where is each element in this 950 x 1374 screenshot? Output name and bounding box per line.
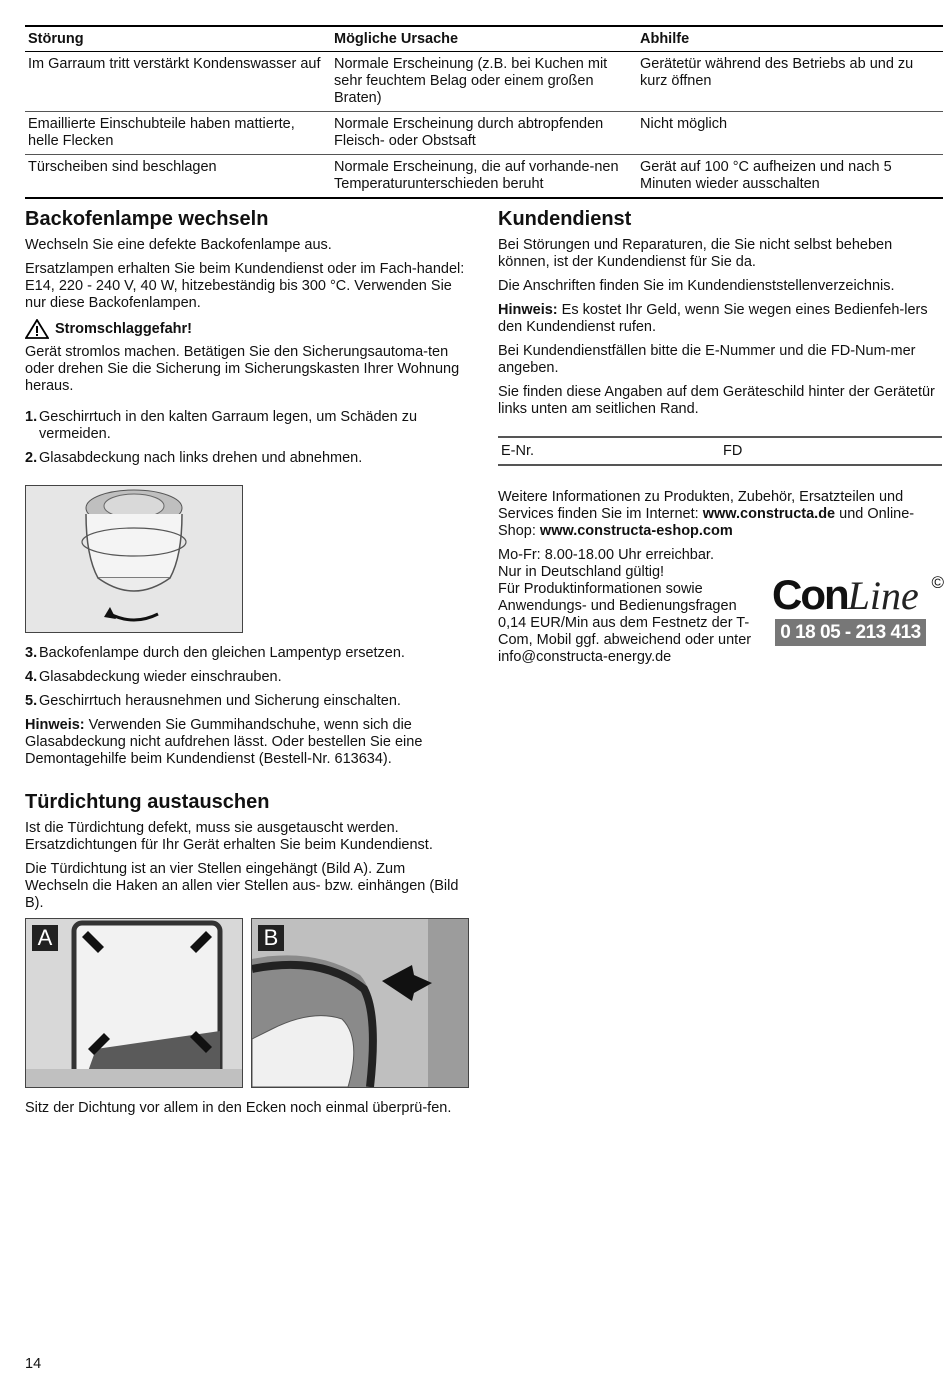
logo-con: Con <box>772 571 848 618</box>
service-intro: Bei Störungen und Reparaturen, die Sie nicht selbst beheben können, ist der Kundendienst für Sie da. <box>498 237 893 270</box>
eshop-link[interactable]: www.constructa-eshop.com <box>539 523 733 539</box>
list-item: 1. Geschirrtuch in den kalten Garraum legen, um Schäden zu vermeiden. <box>25 409 418 442</box>
lamp-section-continued <box>25 645 470 919</box>
cell-remedy: Gerätetür während des Betriebs ab und zu kurz öffnen <box>637 52 943 112</box>
lamp-spare-info: Ersatzlampen erhalten Sie beim Kundendienst oder im Fach-handel: E14, 220 - 240 V, 40 W, hitzebeständig bis 300 °C. Verwenden Sie nur diese Backofenlampen. <box>25 261 465 311</box>
lamp-title: Backofenlampe wechseln <box>25 208 269 230</box>
seal-check-text: Sitz der Dichtung vor allem in den Ecken noch einmal überprü-fen. <box>25 1100 452 1116</box>
lamp-steps-second <box>25 645 470 710</box>
warning-label: Stromschlaggefahr! <box>55 320 192 337</box>
list-item: 4. Glasabdeckung wieder einschrauben. <box>25 669 282 685</box>
service-note <box>498 302 943 336</box>
fd-label: FD <box>723 443 743 459</box>
warning-text: Gerät stromlos machen. Betätigen Sie den Sicherungsautoma-ten oder drehen Sie die Sicherung im Sicherungskasten Ihrer Wohnung heraus. <box>25 344 460 394</box>
warning-triangle-icon <box>25 319 49 339</box>
page-number: 14 <box>25 1356 42 1372</box>
cell-remedy: Gerät auf 100 °C aufheizen und nach 5 Minuten wieder ausschalten <box>640 159 892 192</box>
lamp-section <box>25 207 470 474</box>
service-web-info: Weitere Informationen zu Produkten, Zubehör, Ersatzteilen und Services finden Sie im Internet: www.constructa.de und Online-Shop: www.constructa-eshop.com <box>498 489 915 539</box>
header-problem: Störung <box>25 26 331 52</box>
list-item: 5. Geschirrtuch herausnehmen und Sicherung einschalten. <box>25 693 401 709</box>
service-section <box>498 207 943 425</box>
figure-b-label: B <box>258 925 284 951</box>
enr-label: E-Nr. <box>501 443 535 459</box>
figure-a-label: A <box>32 925 58 951</box>
hotline-info <box>498 547 760 666</box>
warning-heading <box>25 319 470 339</box>
cell-remedy: Nicht möglich <box>637 112 943 155</box>
seal-hook-illustration <box>252 919 468 1087</box>
list-item: 3. Backofenlampe durch den gleichen Lampentyp ersetzen. <box>25 645 405 661</box>
conline-wordmark <box>772 572 919 619</box>
cell-problem: Emaillierte Einschubteile haben mattierte, helle Flecken <box>25 112 331 155</box>
lamp-intro: Wechseln Sie eine defekte Backofenlampe aus. <box>25 237 332 253</box>
note-label: Hinweis: <box>25 717 85 733</box>
appliance-number-fields <box>498 436 942 466</box>
service-title: Kundendienst <box>498 208 632 230</box>
seal-instructions: Die Türdichtung ist an vier Stellen eingehängt (Bild A). Zum Wechseln die Haken an allen vier Stellen aus- bzw. einhängen (Bild B). <box>25 861 459 911</box>
seal-figure-b <box>251 918 469 1088</box>
table-row <box>25 52 943 112</box>
service-numbers-request: Bei Kundendienstfällen bitte die E-Nummer und die FD-Num-mer angeben. <box>498 343 916 376</box>
note-label: Hinweis: <box>498 302 558 318</box>
table-header-row <box>25 26 943 52</box>
seal-figure-a <box>25 918 243 1088</box>
table-row <box>25 112 943 155</box>
list-item: 2. Glasabdeckung nach links drehen und abnehmen. <box>25 450 363 466</box>
logo-phone-band: 0 18 05 - 213 413 <box>775 619 926 646</box>
seal-intro: Ist die Türdichtung defekt, muss sie ausgetauscht werden. Ersatzdichtungen für Ihr Gerät erhalten Sie beim Kundendienst. <box>25 820 433 853</box>
troubleshooting-table <box>25 25 943 199</box>
hotline-costs: Für Produktinformationen sowie Anwendungs- und Bedienungsfragen 0,14 EUR/Min aus dem Festnetz der T-Com, Mobil ggf. abweichend oder unter info@constructa-energy.de <box>498 581 752 665</box>
door-frame-illustration <box>26 919 242 1087</box>
logo-line: Line <box>847 573 919 618</box>
table-row <box>25 155 943 199</box>
lamp-note <box>25 717 470 768</box>
cell-cause: Normale Erscheinung (z.B. bei Kuchen mit sehr feuchtem Belag oder einem großen Braten) <box>331 52 637 112</box>
seal-title: Türdichtung austauschen <box>25 791 270 813</box>
cell-cause: Normale Erscheinung durch abtropfenden Fleisch- oder Obstsaft <box>331 112 637 155</box>
lamp-cover-illustration <box>26 486 242 632</box>
service-plate-location: Sie finden diese Angaben auf dem Geräteschild hinter der Gerätetür links unten am seitlichen Rand. <box>498 384 935 417</box>
note-text: Es kostet Ihr Geld, wenn Sie wegen eines Bedienfeh-lers den Kundendienst rufen. <box>498 302 928 335</box>
note-text: Verwenden Sie Gummihandschuhe, wenn sich die Glasabdeckung nicht aufdrehen lässt. Oder bestellen Sie eine Demontagehilfe beim Kundendienst (Bestell-Nr. 613634). <box>25 717 423 767</box>
service-addresses: Die Anschriften finden Sie im Kundendienststellenverzeichnis. <box>498 278 895 294</box>
cell-problem: Türscheiben sind beschlagen <box>28 159 217 175</box>
conline-logo <box>772 572 944 648</box>
logo-copyright: © <box>931 573 944 592</box>
hotline-country: Nur in Deutschland gültig! <box>498 564 665 580</box>
hotline-hours: Mo-Fr: 8.00-18.00 Uhr erreichbar. <box>498 547 714 563</box>
lamp-steps-first <box>25 409 470 467</box>
lamp-cover-figure <box>25 485 243 633</box>
cell-cause: Normale Erscheinung, die auf vorhande-nen Temperaturunterschieden beruht <box>334 159 619 192</box>
header-remedy: Abhilfe <box>637 26 943 52</box>
header-cause: Mögliche Ursache <box>331 26 637 52</box>
cell-problem: Im Garraum tritt verstärkt Kondenswasser auf <box>25 52 331 112</box>
website-link[interactable]: www.constructa.de <box>702 506 836 522</box>
